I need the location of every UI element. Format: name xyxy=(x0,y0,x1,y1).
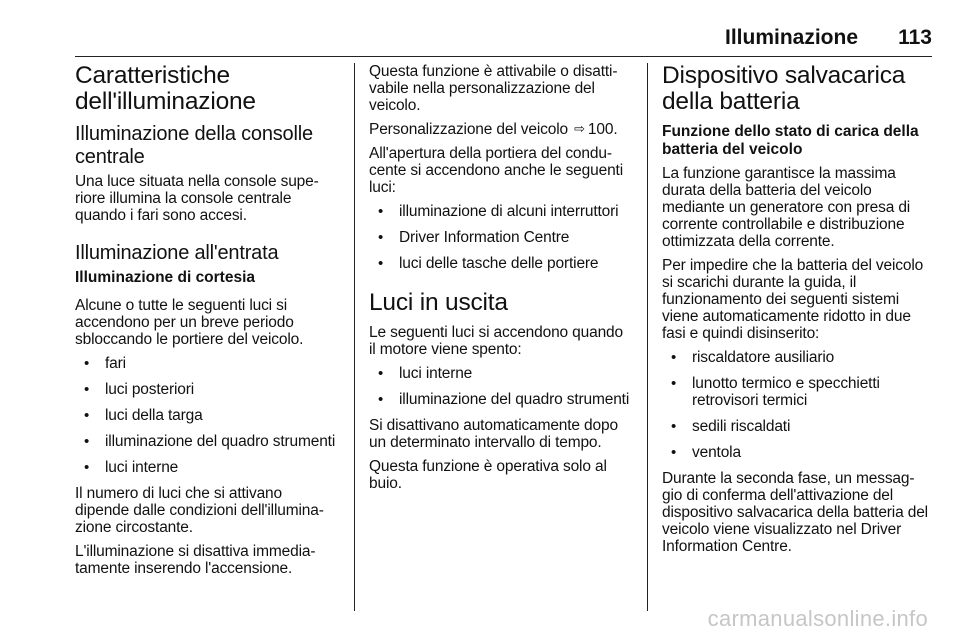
column-divider xyxy=(647,63,648,611)
list-item: • lunotto termico e specchietti retrovisori termici xyxy=(662,375,928,409)
section-title: Caratteristiche dell'illuminazione xyxy=(75,63,256,115)
list-item: • riscaldatore ausiliario xyxy=(662,349,928,366)
list-item: • illuminazione di alcuni interruttori xyxy=(369,203,633,220)
section-heading: Illuminazione della consolle centrale xyxy=(75,123,313,168)
list-item: • luci interne xyxy=(75,459,340,476)
paragraph: Durante la seconda fase, un messaggio di conferma dell'attivazione del dispositivo salvacarica della batteria del veicolo viene visualizzato nel Driver Information Centre. xyxy=(662,470,928,555)
column-middle xyxy=(369,63,633,614)
list-item: • illuminazione del quadro strumenti xyxy=(369,391,633,408)
paragraph: Per impedire che la batteria del veicolo si scarichi durante la guida, il funzionamento dei seguenti sistemi viene automaticamente ridotto in due fasi e quindi disinserito: xyxy=(662,257,924,342)
paragraph: La funzione garantisce la massima durata della batteria del veicolo mediante un generatore con presa di corrente controllabile e distribuzione ottimizzata della corrente. xyxy=(662,165,911,250)
cross-reference-page: 100. xyxy=(587,121,618,138)
paragraph: Una luce situata nella console superiore illumina la console centrale quando i fari sono accesi. xyxy=(75,173,319,224)
cross-reference xyxy=(369,121,633,138)
page-number: 113 xyxy=(898,26,932,49)
paragraph: Questa funzione è operativa solo al buio. xyxy=(369,458,607,492)
column-left xyxy=(75,63,340,614)
list-item: • luci delle tasche delle portiere xyxy=(369,255,633,272)
column-right xyxy=(662,63,928,614)
list-item: • ventola xyxy=(662,444,928,461)
bullet-list xyxy=(369,203,633,272)
watermark: carmanualsonline.info xyxy=(707,606,928,631)
list-item: • illuminazione del quadro strumenti xyxy=(75,433,340,450)
bullet-list xyxy=(369,365,633,408)
subsection-heading: Funzione dello stato di carica della batteria del veicolo xyxy=(662,123,919,158)
list-item: • luci interne xyxy=(369,365,633,382)
list-item: • luci della targa xyxy=(75,407,340,424)
paragraph: Le seguenti luci si accendono quando il motore viene spento: xyxy=(369,324,623,358)
running-title: Illuminazione xyxy=(724,26,858,49)
subsection-heading: Illuminazione di cortesia xyxy=(75,269,256,286)
section-title: Luci in uscita xyxy=(369,289,508,316)
list-item: • luci posteriori xyxy=(75,381,340,398)
paragraph: Il numero di luci che si attivano dipende dalle condizioni dell'illuminazione circostante. xyxy=(75,485,324,536)
section-heading: Illuminazione all'entrata xyxy=(75,242,279,264)
section-title: Dispositivo salvacarica della batteria xyxy=(662,63,906,115)
bullet-list xyxy=(662,349,928,461)
list-item: • fari xyxy=(75,355,340,372)
list-item: • Driver Information Centre xyxy=(369,229,633,246)
bullet-list xyxy=(75,355,340,476)
paragraph: Si disattivano automaticamente dopo un determinato intervallo di tempo. xyxy=(369,417,618,451)
page-reference-arrow-icon: ⇨ xyxy=(574,121,585,136)
list-item: • sedili riscaldati xyxy=(662,418,928,435)
paragraph: All'apertura della portiera del conducente si accendono anche le seguenti luci: xyxy=(369,145,623,196)
cross-reference-label: Personalizzazione del veicolo xyxy=(369,121,568,138)
paragraph: L'illuminazione si disattiva immediatamente inserendo l'accensione. xyxy=(75,543,316,577)
paragraph: Questa funzione è attivabile o disattivabile nella personalizzazione del veicolo. xyxy=(369,63,618,114)
column-divider xyxy=(354,63,355,611)
paragraph: Alcune o tutte le seguenti luci si accendono per un breve periodo sbloccando le portiere del veicolo. xyxy=(75,297,304,348)
header-rule xyxy=(75,56,932,57)
